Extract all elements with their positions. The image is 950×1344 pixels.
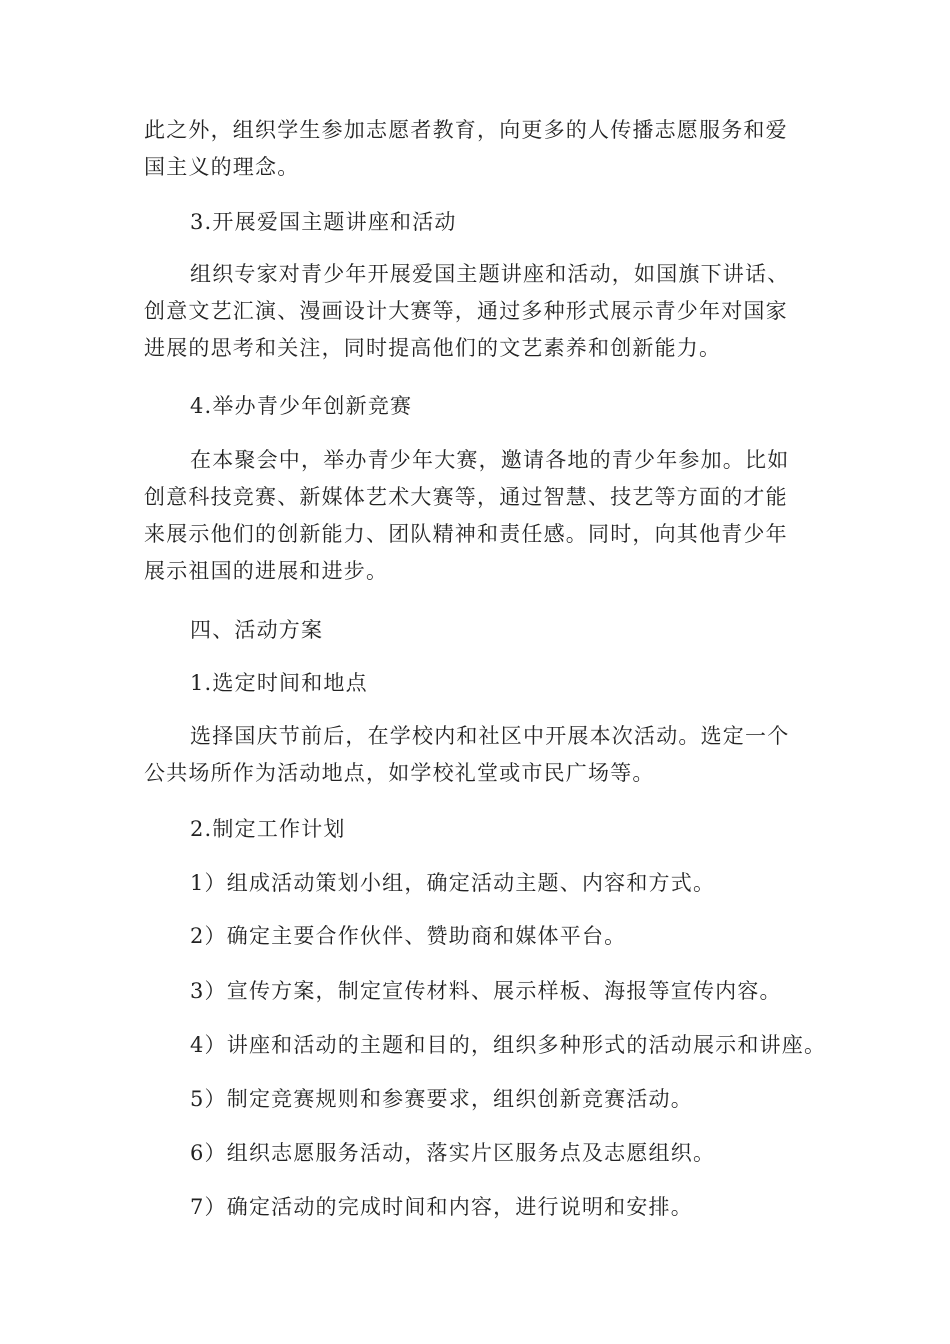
text-line: 此之外，组织学生参加志愿者教育，向更多的人传播志愿服务和爱: [144, 118, 788, 142]
text-line: 进展的思考和关注，同时提高他们的文艺素养和创新能力。: [144, 336, 722, 360]
heading-patriotic-lectures: 3.开展爱国主题讲座和活动: [190, 210, 457, 234]
list-item: 2）确定主要合作伙伴、赞助商和媒体平台。: [190, 924, 627, 948]
text-line: 在本聚会中，举办青少年大赛，邀请各地的青少年参加。比如: [190, 448, 790, 472]
heading-time-and-place: 1.选定时间和地点: [190, 671, 368, 695]
list-item: 7）确定活动的完成时间和内容，进行说明和安排。: [190, 1195, 693, 1219]
paragraph-volunteer-education: [144, 112, 824, 186]
section-heading-activity-plan: 四、活动方案: [190, 618, 324, 642]
paragraph-patriotic-lectures: [144, 256, 824, 367]
paragraph-innovation-contest: [144, 442, 824, 590]
text-line: 国主义的理念。: [144, 155, 300, 179]
text-line: 创意文艺汇演、漫画设计大赛等，通过多种形式展示青少年对国家: [144, 299, 788, 323]
list-item: 4）讲座和活动的主题和目的，组织多种形式的活动展示和讲座。: [190, 1033, 827, 1057]
text-line: 选择国庆节前后，在学校内和社区中开展本次活动。选定一个: [190, 724, 790, 748]
text-line: 展示祖国的进展和进步。: [144, 559, 389, 583]
text-line: 公共场所作为活动地点，如学校礼堂或市民广场等。: [144, 761, 655, 785]
text-line: 来展示他们的创新能力、团队精神和责任感。同时，向其他青少年: [144, 522, 788, 546]
list-item: 1）组成活动策划小组，确定活动主题、内容和方式。: [190, 871, 716, 895]
heading-innovation-contest: 4.举办青少年创新竞赛: [190, 394, 413, 418]
paragraph-time-and-place: [144, 718, 824, 792]
text-line: 创意科技竞赛、新媒体艺术大赛等，通过智慧、技艺等方面的才能: [144, 485, 788, 509]
list-item: 3）宣传方案，制定宣传材料、展示样板、海报等宣传内容。: [190, 979, 782, 1003]
list-item: 6）组织志愿服务活动，落实片区服务点及志愿组织。: [190, 1141, 716, 1165]
list-item: 5）制定竞赛规则和参赛要求，组织创新竞赛活动。: [190, 1087, 693, 1111]
text-line: 组织专家对青少年开展爱国主题讲座和活动，如国旗下讲话、: [190, 262, 790, 286]
heading-work-plan: 2.制定工作计划: [190, 817, 346, 841]
